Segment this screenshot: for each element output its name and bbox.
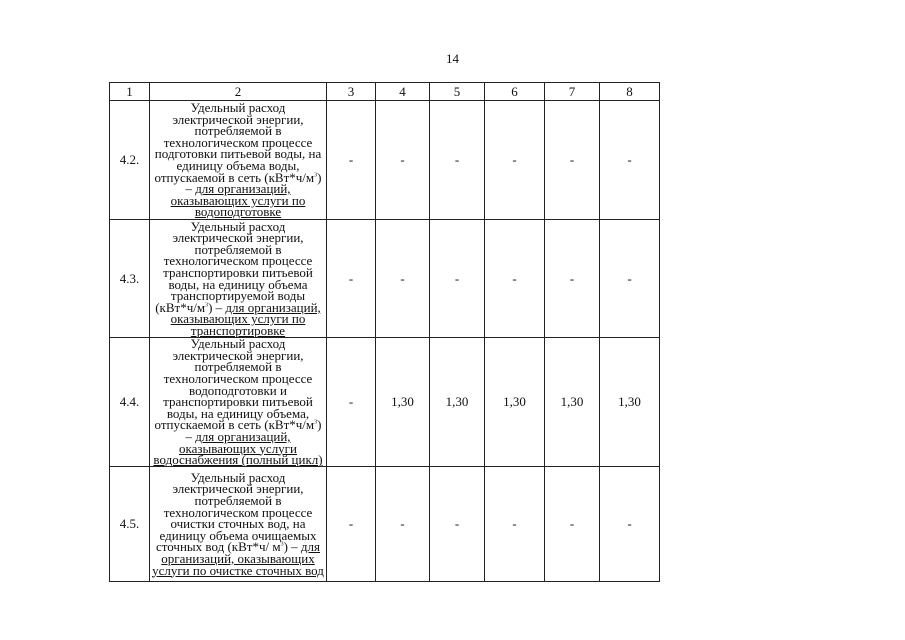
value-cell: - [485,101,545,220]
header-cell: 4 [376,83,430,101]
value-cell: 1,30 [545,338,600,467]
value-cell: 1,30 [430,338,485,467]
row-number: 4.5. [110,467,150,582]
value-cell: - [545,220,600,338]
value-cell: - [545,101,600,220]
value-cell: - [376,101,430,220]
header-cell: 7 [545,83,600,101]
header-cell: 2 [150,83,327,101]
value-cell: - [485,220,545,338]
value-cell: - [376,467,430,582]
header-cell: 6 [485,83,545,101]
row-number: 4.4. [110,338,150,467]
header-cell: 8 [600,83,660,101]
value-cell: - [430,467,485,582]
header-cell: 3 [327,83,376,101]
row-number: 4.3. [110,220,150,338]
value-cell: - [485,467,545,582]
table-row [110,338,660,467]
table-row [110,220,660,338]
page-number: 14 [446,51,459,66]
row-description: Удельный расход электрической энергии, потребляемой в технологическом процессе транспортировки питьевой воды, на единицу объема транспортируемой воды $(кВт*ч/м^3)$ – для организаций, оказывающих услуги по транспортировке [150,220,327,338]
value-cell: - [327,338,376,467]
value-cell: 1,30 [376,338,430,467]
row-description: Удельный расход электрической энергии, потребляемой в технологическом процессе подготовки питьевой воды, на единицу объема воды, отпускаемой в сеть $(кВт*ч/м^3)$ – для организаций, оказывающих услуги по водоподготовке [150,101,327,220]
value-cell: - [545,467,600,582]
row-description: Удельный расход электрической энергии, потребляемой в технологическом процессе очистки сточных вод, на единицу объема очищаемых сточных вод (кВт*ч/ $м^3$) – для организаций, оказывающих услуги по очистке сточных вод [150,467,327,582]
row-number: 4.2. [110,101,150,220]
table-header-row [110,83,660,101]
value-cell: 1,30 [485,338,545,467]
table-row [110,467,660,582]
value-cell: - [327,467,376,582]
value-cell: - [600,220,660,338]
value-cell: - [327,220,376,338]
row-description: Удельный расход электрической энергии, потребляемой в технологическом процессе водоподготовки и транспортировки питьевой воды, на единицу объема, отпускаемой в сеть $(кВт*ч/м^3)$ – для организаций, оказывающих услуги водоснабжения (полный цикл) [150,338,327,467]
value-cell: 1,30 [600,338,660,467]
value-cell: - [327,101,376,220]
value-cell: - [600,101,660,220]
table-row [110,101,660,220]
header-cell: 5 [430,83,485,101]
value-cell: - [376,220,430,338]
header-cell: 1 [110,83,150,101]
indicator-table [109,82,660,582]
value-cell: - [600,467,660,582]
value-cell: - [430,220,485,338]
value-cell: - [430,101,485,220]
